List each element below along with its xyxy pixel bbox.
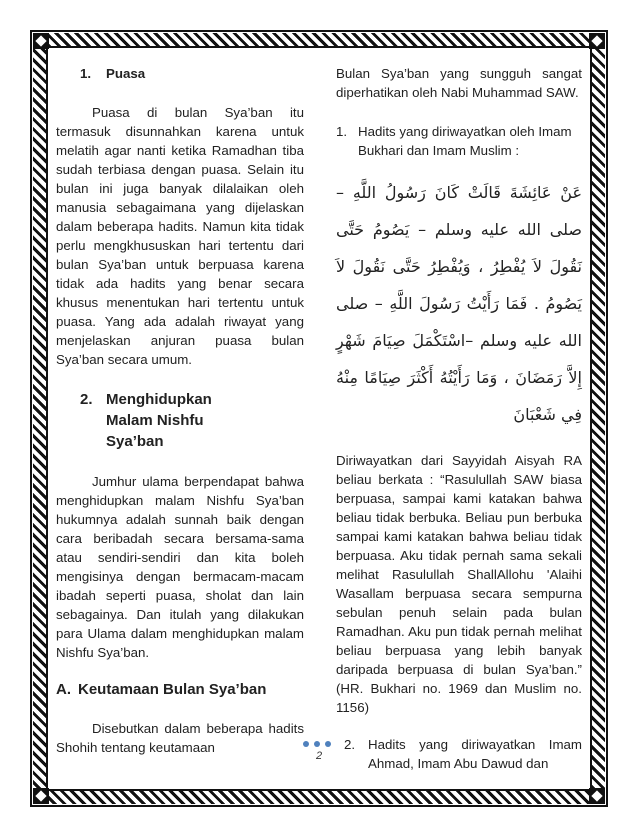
heading-text: Puasa: [106, 66, 146, 81]
list-text: Hadits yang diriwayatkan oleh Imam Bukhari dan Imam Muslim :: [358, 124, 572, 158]
dot: [303, 741, 309, 747]
heading-number: 1.: [80, 66, 92, 81]
corner-ornament: [589, 33, 605, 49]
list-number: 2.: [344, 737, 356, 752]
heading-number: 2.: [80, 391, 93, 408]
heading-nishfu: [56, 389, 304, 452]
heading-text: Menghidupkan Malam Nishfu Sya’ban: [106, 391, 212, 450]
heading-text: Keutamaan Bulan Sya’ban: [78, 681, 267, 698]
list-item-hadith-1: [336, 122, 582, 160]
heading-letter: A.: [56, 681, 71, 698]
corner-ornament: [33, 33, 49, 49]
corner-ornament: [33, 788, 49, 804]
right-column: [336, 64, 582, 773]
corner-ornament: [589, 788, 605, 804]
dot: [325, 741, 331, 747]
list-text: Hadits yang diriwayatkan Imam Ahmad, Imam Abu Dawud dan: [368, 737, 582, 771]
paragraph-keutamaan: Disebutkan dalam beberapa hadits Shohih tentang keutamaan: [56, 721, 304, 755]
dot: [314, 741, 320, 747]
paragraph-translation: Diriwayatkan dari Sayyidah Aisyah RA beliau berkata : “Rasulullah SAW biasa berpuasa, sampai kami katakan bahwa beliau tidak berbuka. Beliau pun berbuka sampai kami katakan bahwa beliau tidak berpuasa. Aku tidak pernah sama sekali melihat Rasulullah ShallAllohu 'Alaihi Wasallam berpuasa secara sempurna sebulan penuh selain pada bulan Ramadhan. Aku pun tidak pernah melihat beliau berpuasa yang lebih banyak daripada berpuasa di bulan Sya’ban.” (HR. Bukhari no. 1969 dan Muslim no. 1156): [336, 453, 582, 715]
heading-puasa: [56, 64, 304, 83]
left-column: [56, 64, 304, 757]
paragraph-puasa: Puasa di bulan Sya’ban itu termasuk disunnahkan karena untuk melatih agar nanti ketika Ramadhan tiba sudah terbiasa dengan puasa. Selain itu bulan ini juga banyak dilalaikan oleh manusia sebagaimana yang dijelaskan dalam beberapa hadits. Namun kita tidak perlu mengkhususkan hari tertentu dari bulan Sya’ban untuk berpuasa karena tidak ada hadits yang benar secara khusus menentukan hari tertentu untuk puasa. Yang ada adalah riwayat yang menjelaskan anjuran puasa bulan Sya’ban secara umum.: [56, 105, 304, 367]
arabic-hadith-text: عَنْ عَائِشَةَ قَالَتْ كَانَ رَسُولُ اللَّهِ – صلى الله عليه وسلم – يَصُومُ حَتَّى نَقُولَ لاَ يُفْطِرُ ، وَيُفْطِرُ حَتَّى نَقُولَ لاَ يَصُومُ . فَمَا رَأَيْتُ رَسُولَ اللَّهِ – صلى الله عليه وسلم –اسْتَكْمَلَ صِيَامَ شَهْرٍ إِلاَّ رَمَضَانَ ، وَمَا رَأَيْتُهُ أَكْثَرَ صِيَامًا مِنْهُ فِي شَعْبَانَ: [336, 183, 582, 424]
page-number: 2: [315, 750, 323, 762]
page-number-dots: [303, 741, 331, 747]
list-number: 1.: [336, 124, 348, 139]
heading-keutamaan: [56, 680, 304, 699]
paragraph-nishfu: Jumhur ulama berpendapat bahwa menghidupkan malam Nishfu Sya’ban hukumnya adalah sunnah baik dengan cara beribadah secara bersama-sama atau sendiri-sendiri dan kita boleh mengisinya dengan bermacam-macam ibadah seperti puasa, sholat dan lain sebagainya. Dan itulah yang dilakukan para Ulama dalam menghidupkan malam Nishfu Sya’ban.: [56, 474, 304, 660]
paragraph-intro: Bulan Sya’ban yang sungguh sangat diperhatikan oleh Nabi Muhammad SAW.: [336, 66, 582, 100]
